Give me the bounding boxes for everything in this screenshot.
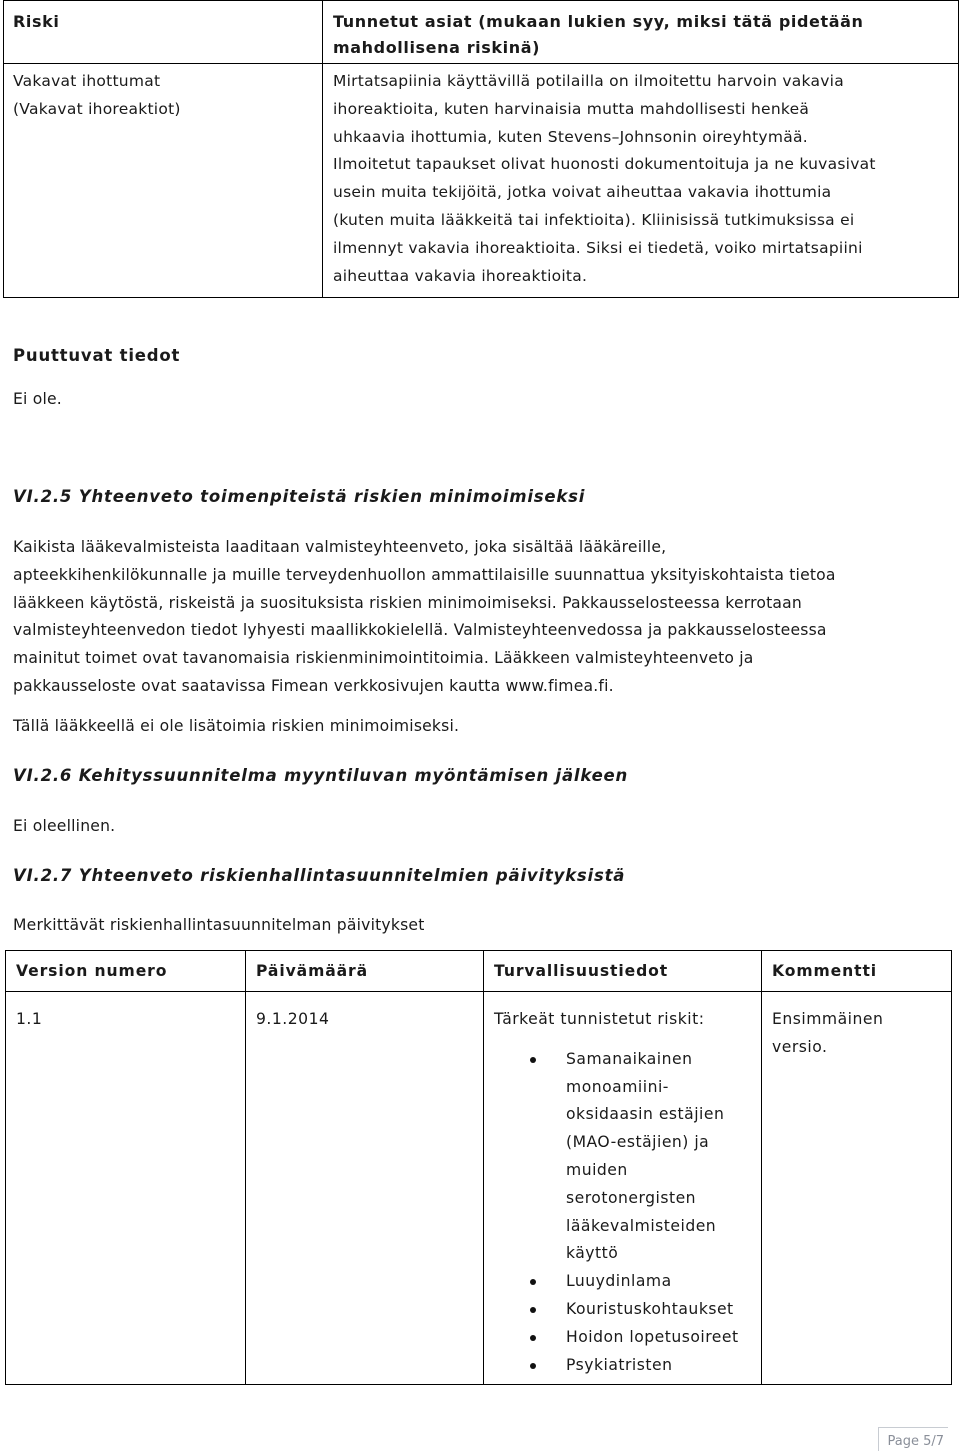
page-footer bbox=[878, 1427, 948, 1451]
missing-info-text: Ei ole. bbox=[13, 390, 62, 408]
list-item: Kouristuskohtaukset bbox=[494, 1296, 761, 1324]
risk-table-row bbox=[4, 64, 959, 298]
section-vi27-subheading: Merkittävät riskienhallintasuunnitelman päivitykset bbox=[13, 916, 425, 934]
document-page bbox=[3, 0, 958, 1374]
section-vi25-paragraph: Kaikista lääkevalmisteista laaditaan valmisteyhteenveto, joka sisältää lääkäreille, apteekkihenkilökunnalle ja muille terveydenhuollon ammattilaisille suunnattua yksityiskohtaista tietoa lääkkeen käytöstä, riskeistä ja suosituksista riskien minimoimiseksi. Pakkausselosteessa kerrotaan valmisteyhteenvedon tiedot lyhyesti maallikkokielellä. Valmisteyhteenvedossa ja pakkausselosteessa mainitut toimet ovat tavanomaisia riskienminimointitoimia. Lääkkeen valmisteyhteenveto ja pakkausseloste ovat saatavissa Fimean verkkosivujen kautta www.fimea.fi. bbox=[13, 538, 836, 695]
risk-description: Mirtatsapiinia käyttävillä potilailla on ilmoitettu harvoin vakavia ihoreaktioita, kuten harvinaisia mutta mahdollisesti henkeä uhkaavia ihottumia, kuten Stevens–Johnsonin oireyhtymää. Ilmoitetut tapaukset olivat huonosti dokumentoituja ja ne kuvasivat usein muita tekijöitä, jotka voivat aiheuttaa vakavia ihottumia (kuten muita lääkkeitä tai infektioita). Kliinisissä tutkimuksissa ei ilmennyt vakavia ihoreaktioita. Siksi ei tiedetä, voiko mirtatsapiini aiheuttaa vakavia ihoreaktioita. bbox=[333, 72, 876, 285]
known-facts-header: Tunnetut asiat (mukaan lukien syy, miksi tätä pidetään mahdollisena riskinä) bbox=[333, 12, 864, 57]
version-value: 1.1 bbox=[16, 1010, 43, 1028]
page-number: Page 5/7 bbox=[878, 1427, 948, 1451]
list-item: Luuydinlama bbox=[494, 1268, 761, 1296]
update-table-header bbox=[6, 951, 952, 992]
safety-risk-list bbox=[494, 1046, 761, 1380]
section-vi26-text: Ei oleellinen. bbox=[13, 817, 116, 835]
section-vi26-heading: VI.2.6 Kehityssuunnitelma myyntiluvan myöntämisen jälkeen bbox=[13, 766, 629, 785]
col-header-version: Version numero bbox=[6, 951, 246, 992]
risk-name: Vakavat ihottumat (Vakavat ihoreaktiot) bbox=[13, 72, 181, 118]
col-header-safety: Turvallisuustiedot bbox=[484, 951, 762, 992]
col-header-date: Päivämäärä bbox=[246, 951, 484, 992]
update-table-row bbox=[6, 992, 952, 1385]
risk-header-label: Riski bbox=[13, 12, 60, 31]
safety-intro: Tärkeät tunnistetut riskit: bbox=[494, 1010, 705, 1028]
section-vi27-heading: VI.2.7 Yhteenveto riskienhallintasuunnitelmien päivityksistä bbox=[13, 866, 626, 885]
risk-table-header bbox=[4, 1, 959, 64]
update-table bbox=[5, 950, 952, 1385]
list-item: Samanaikainen monoamiini- oksidaasin estäjien (MAO-estäjien) ja muiden serotonergisten lääkevalmisteiden käyttö bbox=[494, 1046, 761, 1268]
list-item: Hoidon lopetusoireet bbox=[494, 1324, 761, 1352]
list-item: Psykiatristen bbox=[494, 1352, 761, 1380]
section-vi25-note: Tällä lääkkeellä ei ole lisätoimia riskien minimoimiseksi. bbox=[13, 717, 460, 735]
date-value: 9.1.2014 bbox=[256, 1010, 330, 1028]
section-vi25-heading: VI.2.5 Yhteenveto toimenpiteistä riskien minimoimiseksi bbox=[13, 487, 586, 506]
comment-value: Ensimmäinen versio. bbox=[772, 1010, 884, 1056]
col-header-comment: Kommentti bbox=[762, 951, 952, 992]
missing-info-heading: Puuttuvat tiedot bbox=[13, 346, 181, 365]
risk-table bbox=[3, 0, 959, 298]
